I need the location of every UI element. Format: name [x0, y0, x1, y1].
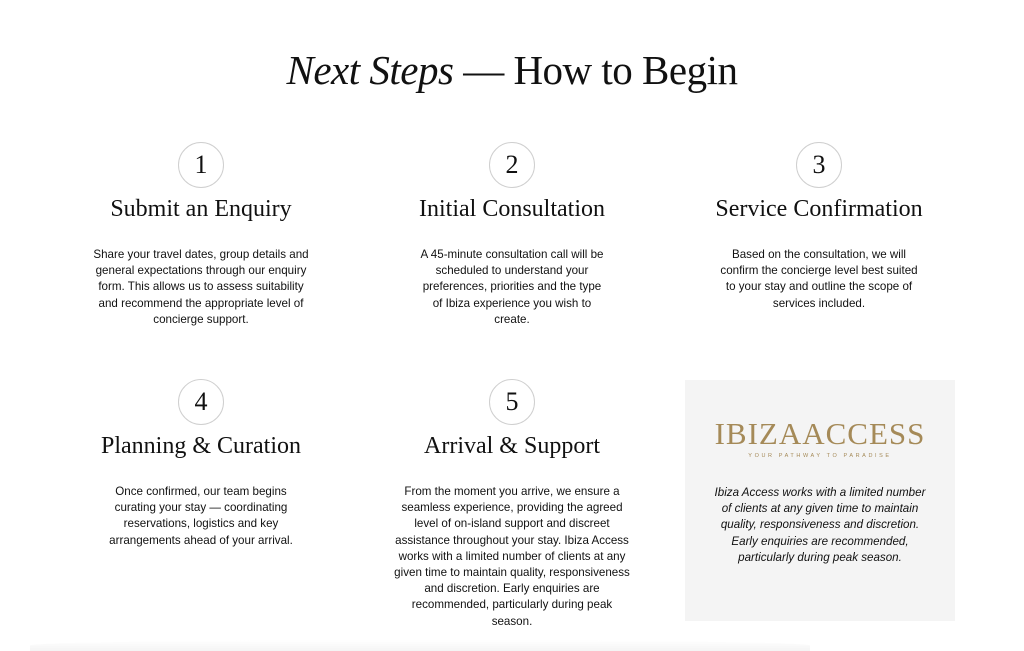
step-number-badge: 4 [178, 379, 224, 425]
step-description: From the moment you arrive, we ensure a seamless experience, providing the agreed level of on-island support and discreet assistance throughout your stay. Ibiza Access works with a limited number of clients at any given time to maintain quality, responsiveness and discretion. Early enquiries are recommended, particularly during peak season. [394, 485, 630, 628]
step-number-badge: 5 [489, 379, 535, 425]
step-title: Initial Consultation [419, 196, 605, 222]
brand-card [685, 380, 955, 621]
step-description: Once confirmed, our team begins curating your stay — coordinating reservations, logistics and key arrangements ahead of your arrival. [109, 485, 293, 547]
step-description: Based on the consultation, we will confirm the concierge level best suited to your stay and outline the scope of services included. [720, 248, 918, 310]
heading-italic: Next Steps [286, 47, 454, 93]
brand-logo [685, 418, 955, 459]
step-title: Service Confirmation [715, 196, 923, 222]
section-divider-shadow [30, 640, 810, 651]
brand-logo-wordmark: IBIZAACCESS [714, 416, 926, 451]
step-number-badge: 2 [489, 142, 535, 188]
step-title: Submit an Enquiry [110, 196, 292, 222]
step-title: Arrival & Support [424, 433, 600, 459]
page-heading [0, 46, 1024, 95]
step-title: Planning & Curation [101, 433, 301, 459]
heading-rest: — How to Begin [453, 47, 738, 93]
step-description: A 45-minute consultation call will be scheduled to understand your preferences, priorities and the type of Ibiza experience you wish to create. [420, 248, 604, 326]
step-number-badge: 3 [796, 142, 842, 188]
brand-description: Ibiza Access works with a limited number of clients at any given time to maintain quality, responsiveness and discretion. Early enquiries are recommended, particularly during peak season. [714, 486, 926, 564]
brand-tagline: YOUR PATHWAY TO PARADISE [748, 453, 892, 459]
step-description: Share your travel dates, group details and general expectations through our enquiry form. This allows us to assess suitability and recommend the appropriate level of concierge support. [93, 248, 309, 326]
step-number-badge: 1 [178, 142, 224, 188]
